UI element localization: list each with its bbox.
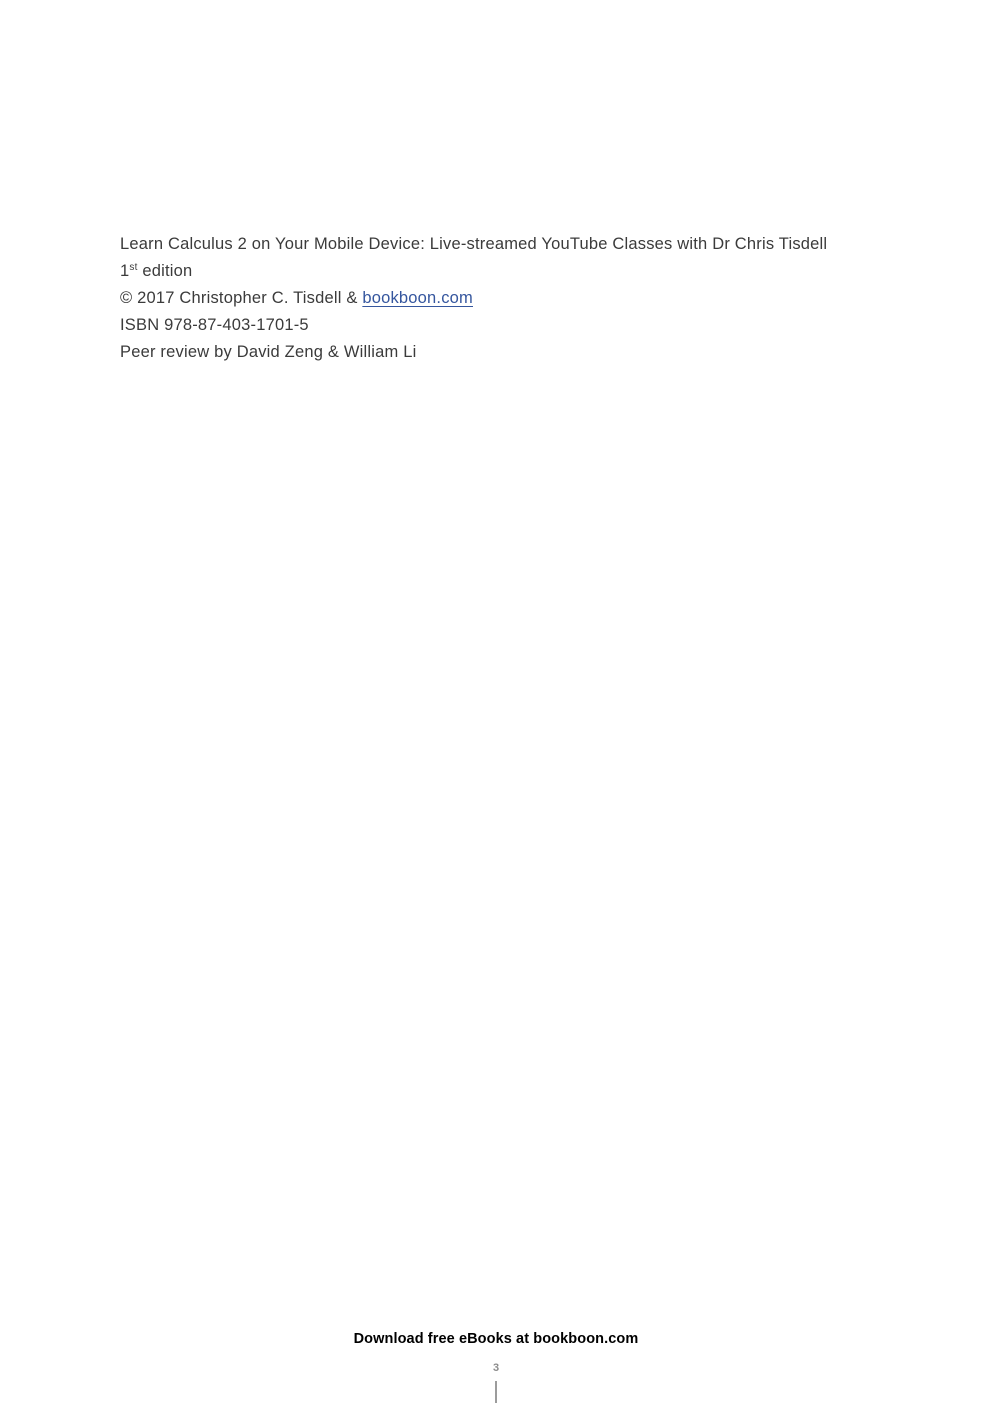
- colophon-block: [120, 231, 910, 366]
- download-footer-text[interactable]: Download free eBooks at bookboon.com: [353, 1331, 639, 1347]
- edition-line: [120, 258, 910, 285]
- copyright-text: © 2017 Christopher C. Tisdell &: [120, 289, 363, 307]
- bookboon-link[interactable]: bookboon.com: [362, 289, 473, 307]
- edition-number: 1: [120, 262, 130, 280]
- copyright-line: [120, 285, 910, 312]
- book-title-line: Learn Calculus 2 on Your Mobile Device: Live-streamed YouTube Classes with Dr Chris Tisdell: [120, 235, 828, 253]
- edition-word: edition: [137, 262, 193, 280]
- isbn-line: ISBN 978-87-403-1701-5: [120, 316, 309, 334]
- peer-review-line: Peer review by David Zeng & William Li: [120, 343, 417, 361]
- page-number: 3: [492, 1362, 500, 1374]
- page-number-divider: [495, 1381, 497, 1403]
- edition-ordinal-suffix: st: [129, 262, 138, 273]
